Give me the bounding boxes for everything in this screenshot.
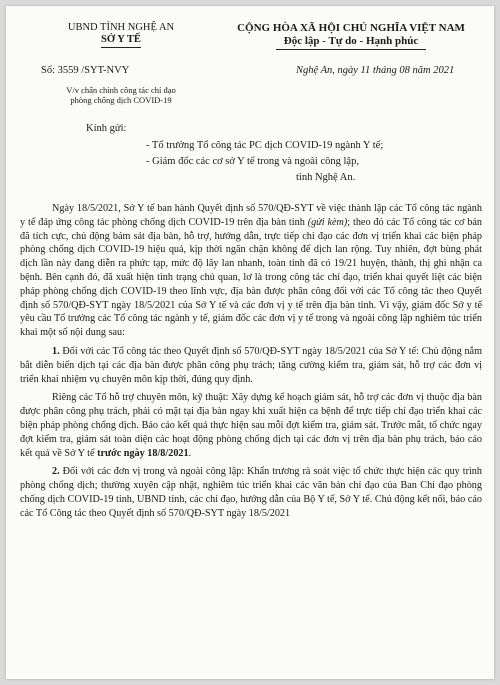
parent-agency: UBND TỈNH NGHỆ AN xyxy=(67,22,175,33)
document-page xyxy=(6,6,494,679)
motto: Độc lập - Tự do - Hạnh phúc xyxy=(283,35,419,47)
national-title-block xyxy=(216,22,486,50)
recipient-2: - Giám đốc các cơ sở Y tế trong và ngoài công lập, xyxy=(146,156,359,167)
agency-underline xyxy=(101,47,141,48)
document-body xyxy=(20,202,482,526)
paragraph-item-1: 1. Đối với các Tổ công tác theo Quyết định số 570/QĐ-SYT ngày 18/5/2021 của Sở Y tế: Chủ động nắm bắt diễn biến dịch tại các địa bàn được phân công phụ trách; tăng cường kiểm tra, giám sát, hỗ trợ các đơn vị triển khai nhiệm vụ chuyên môn kịp thời, đúng quy định. xyxy=(20,345,482,385)
date-line: Nghệ An, ngày 11 tháng 08 năm 2021 xyxy=(296,65,455,76)
recipient-1: - Tổ trưởng Tổ công tác PC dịch COVID-19 ngành Y tế; xyxy=(146,140,384,151)
subject-line-2: phòng chống dịch COVID-19 xyxy=(70,95,172,105)
issuing-agency-block xyxy=(46,22,196,48)
agency-name: SỞ Y TẾ xyxy=(101,34,141,45)
subject-block xyxy=(36,85,206,105)
country-name: CỘNG HÒA XÃ HỘI CHỦ NGHĨA VIỆT NAM xyxy=(237,22,465,34)
document-number: Số: 3559 /SYT-NVY xyxy=(41,65,130,76)
kinh-gui-label: Kính gửi: xyxy=(86,123,127,134)
paragraph-support-teams: Riêng các Tổ hỗ trợ chuyên môn, kỹ thuật: Xây dựng kế hoạch giám sát, hỗ trợ các đơn vị thuộc địa bàn được phân công phụ trách, phải có mặt tại địa bàn ngay khi xuất hiện ca bệnh để trực tiếp chỉ đạo triển khai các biện pháp phòng chống dịch. Báo cáo kết quả thực hiện sau mỗi đợt kiểm tra, giám sát. Trước mắt, tổ chức ngay đợt kiểm tra, giám sát toàn diện các hoạt động phòng chống dịch tại các đơn vị trên địa bàn phụ trách, báo cáo kết quả về Sở Y tế trước ngày 18/8/2021. xyxy=(20,392,482,459)
motto-underline xyxy=(276,49,426,50)
paragraph-item-2: 2. Đối với các đơn vị trong và ngoài công lập: Khẩn trương rà soát việc tổ chức thực hiện các quy trình phòng chống dịch; thường xuyên cập nhật, nghiêm túc triển khai các văn bản chỉ đạo của Ban Chỉ đạo phòng chống dịch COVID-19 tỉnh, UBND tỉnh, các chỉ đạo, hướng dẫn của Bộ Y tế, Sở Y tế. Chủ động kết nối, báo cáo các Tổ Công tác theo Quyết định số 570/QĐ-SYT ngày 18/5/2021 xyxy=(20,466,482,519)
paragraph-intro: Ngày 18/5/2021, Sở Y tế ban hành Quyết định số 570/QĐ-SYT về việc thành lập các Tổ công tác ngành y tế đáp ứng công tác phòng chống dịch COVID-19 trên địa bàn tỉnh (gửi kèm); theo đó các Tổ công tác cơ bản đã tích cực, chủ động bám sát địa bàn, hỗ trợ, hướng dẫn, trực tiếp chỉ đạo các đơn vị triển khai các biện pháp phòng chống dịch COVID-19 hiệu quả, kịp thời ngăn chặn không để dịch lan rộng. Tuy nhiên, đợt bùng phát dịch lần này đang diễn ra phức tạp, mức độ lây lan nhanh, toàn tỉnh đã có 19/21 huyện, thành, thị ghi nhận ca bệnh. Bên cạnh đó, đã xuất hiện tình trạng chủ quan, lơ là trong công tác chỉ đạo, triển khai quyết liệt các biện pháp phòng chống dịch COVID-19 theo lĩnh vực, địa bàn được phân công đối với các Tổ công tác theo Quyết định số 570/QĐ-SYT ngày 18/5/2021 của Sở Y tế và các đơn vị y tế trên địa bàn tỉnh. Vì vậy, giám đốc Sở y tế yêu cầu Tổ trưởng các Tổ công tác ngành y tế, giám đốc các đơn vị y tế trong và ngoài công lập nghiêm túc triển khai một số nội dung sau: xyxy=(20,203,482,339)
recipient-3: tỉnh Nghệ An. xyxy=(296,172,356,183)
subject-line-1: V/v chấn chỉnh công tác chỉ đạo xyxy=(66,85,176,95)
